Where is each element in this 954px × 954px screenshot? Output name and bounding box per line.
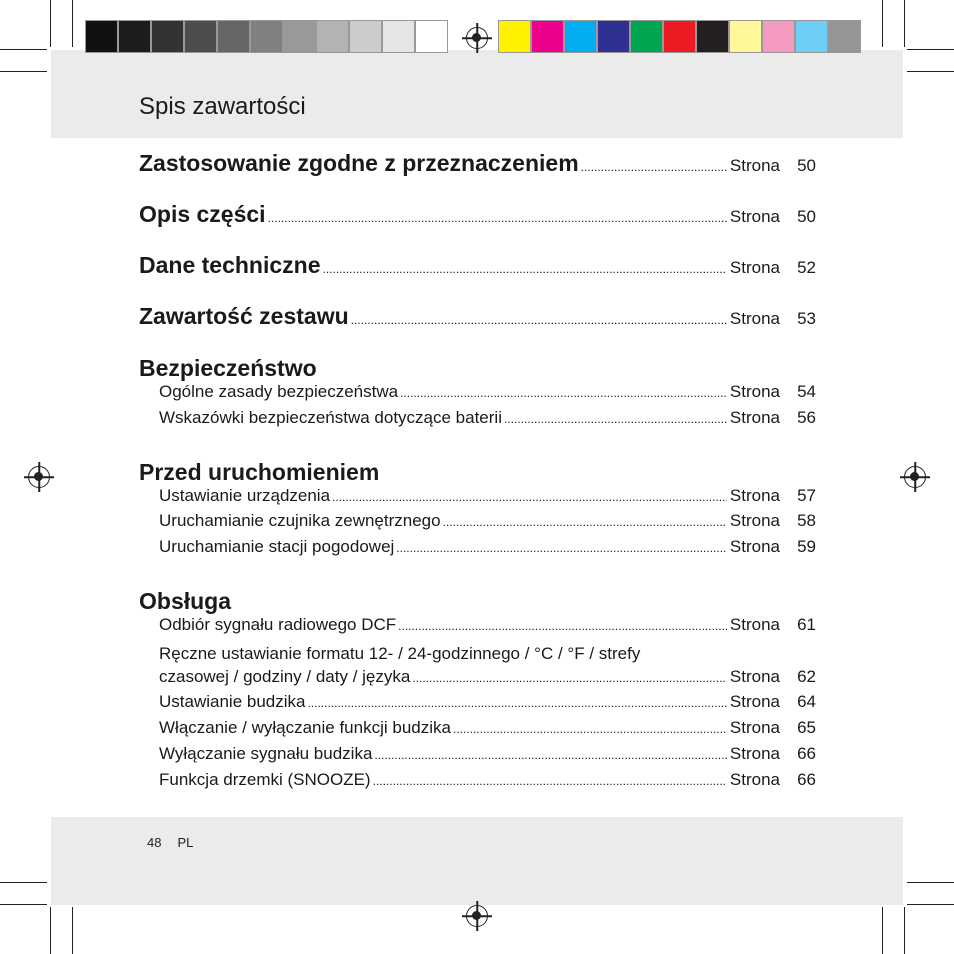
toc-sub-entry[interactable]	[139, 770, 816, 796]
language-code: PL	[177, 835, 194, 850]
page-ref: 54	[797, 382, 816, 401]
dot-leader	[453, 722, 727, 736]
page-ref: 50	[797, 156, 816, 175]
page-prefix: Strona	[729, 156, 780, 175]
page-footer	[147, 835, 209, 850]
toc-sub-entry[interactable]	[139, 718, 816, 744]
dot-leader	[504, 412, 727, 426]
dot-leader	[373, 774, 727, 788]
toc-sub-entry-wrapped-line[interactable]: Ręczne ustawianie formatu 12- / 24-godzinnego / °C / °F / strefy	[159, 643, 641, 663]
toc-entry-label: Ogólne zasady bezpieczeństwa	[159, 382, 399, 401]
toc-main-entry[interactable]	[139, 252, 816, 303]
dot-leader	[443, 515, 727, 529]
page-prefix: Strona	[729, 511, 780, 531]
dot-leader	[307, 696, 726, 710]
page-ref: 62	[797, 666, 816, 686]
page-prefix: Strona	[729, 382, 780, 401]
color-swatch	[415, 20, 448, 53]
toc-entry-label: Dane techniczne	[139, 252, 321, 278]
crop-mark	[50, 907, 51, 954]
color-calibration-bar	[498, 20, 861, 54]
page-prefix: Strona	[729, 407, 780, 427]
toc-entry-label: Opis części	[139, 201, 266, 227]
color-swatch	[283, 20, 316, 53]
registration-mark-icon	[466, 905, 488, 927]
crop-mark	[907, 904, 954, 905]
toc-entry-label: Włączanie / wyłączanie funkcji budzika	[159, 718, 451, 738]
color-swatch	[762, 20, 795, 53]
page-prefix: Strona	[729, 207, 780, 226]
registration-mark-icon	[466, 27, 488, 49]
toc-sub-entry[interactable]	[139, 692, 816, 718]
dot-leader	[412, 671, 727, 685]
page-prefix: Strona	[729, 537, 780, 557]
color-swatch	[498, 20, 531, 53]
section-spacer	[139, 563, 816, 587]
toc-entry-label: czasowej / godziny / daty / języka	[159, 666, 411, 686]
color-swatch	[828, 20, 861, 53]
color-swatch	[729, 20, 762, 53]
crop-mark	[0, 49, 47, 50]
toc-entry-label: Odbiór sygnału radiowego DCF	[159, 614, 397, 634]
toc-sub-entry[interactable]	[139, 615, 816, 641]
section-spacer	[139, 434, 816, 458]
crop-mark	[0, 904, 47, 905]
toc-sub-entry[interactable]	[139, 382, 816, 408]
table-of-contents	[139, 150, 816, 796]
color-swatch	[250, 20, 283, 53]
toc-entry-label: Ustawianie budzika	[159, 692, 306, 712]
page-title: Spis zawartości	[139, 93, 306, 120]
crop-mark	[904, 907, 905, 954]
crop-mark	[0, 71, 47, 72]
crop-mark	[907, 882, 954, 883]
color-swatch	[564, 20, 597, 53]
registration-mark-icon	[904, 466, 926, 488]
page-ref: 53	[797, 309, 816, 328]
crop-mark	[72, 907, 73, 954]
crop-mark	[50, 0, 51, 47]
color-swatch	[597, 20, 630, 53]
color-swatch	[184, 20, 217, 53]
page-ref: 59	[797, 537, 816, 557]
crop-mark	[904, 0, 905, 47]
color-swatch	[663, 20, 696, 53]
toc-entry-label: Ustawianie urządzenia	[159, 485, 331, 505]
toc-main-entry[interactable]	[139, 303, 816, 354]
toc-entry-label: Wskazówki bezpieczeństwa dotyczące baterii	[159, 407, 502, 427]
page-ref: 57	[797, 485, 816, 505]
color-swatch	[217, 20, 250, 53]
page-ref: 58	[797, 511, 816, 531]
page-prefix: Strona	[729, 692, 780, 712]
page-prefix: Strona	[729, 666, 780, 686]
toc-sub-entry[interactable]	[139, 744, 816, 770]
page-ref: 50	[797, 207, 816, 226]
page-ref: 52	[797, 258, 816, 277]
page-ref: 66	[797, 743, 816, 763]
color-swatch	[118, 20, 151, 53]
toc-sub-entry[interactable]	[139, 408, 816, 434]
toc-main-entry[interactable]	[139, 150, 816, 201]
toc-entry-label: Zawartość zestawu	[139, 303, 349, 329]
page-prefix: Strona	[729, 769, 780, 789]
color-swatch	[531, 20, 564, 53]
page-prefix: Strona	[729, 309, 780, 328]
crop-mark	[0, 882, 47, 883]
registration-mark-icon	[28, 466, 50, 488]
footer-band	[51, 817, 903, 905]
crop-mark	[882, 0, 883, 47]
page-number: 48	[147, 835, 162, 850]
dot-leader	[398, 619, 727, 633]
toc-entry-label: Uruchamianie stacji pogodowej	[159, 537, 395, 557]
crop-mark	[72, 0, 73, 47]
dot-leader	[400, 386, 727, 400]
grayscale-calibration-bar	[85, 20, 448, 54]
page-prefix: Strona	[729, 485, 780, 505]
page-ref: 65	[797, 718, 816, 738]
color-swatch	[795, 20, 828, 53]
toc-entry-label: Funkcja drzemki (SNOOZE)	[159, 769, 371, 789]
page-prefix: Strona	[729, 258, 780, 277]
page-ref: 56	[797, 407, 816, 427]
color-swatch	[349, 20, 382, 53]
toc-entry-label: Uruchamianie czujnika zewnętrznego	[159, 511, 441, 531]
dot-leader	[332, 490, 727, 504]
crop-mark	[907, 49, 954, 50]
color-swatch	[696, 20, 729, 53]
page-prefix: Strona	[729, 718, 780, 738]
color-swatch	[151, 20, 184, 53]
page-ref: 66	[797, 769, 816, 789]
crop-mark	[882, 907, 883, 954]
dot-leader	[268, 211, 727, 225]
dot-leader	[323, 262, 727, 276]
dot-leader	[351, 313, 727, 327]
dot-leader	[396, 541, 727, 555]
toc-main-entry[interactable]	[139, 201, 816, 252]
page-prefix: Strona	[729, 614, 780, 634]
toc-section-heading[interactable]: Przed uruchomieniem	[139, 458, 380, 485]
dot-leader	[581, 160, 727, 174]
toc-entry-label: Zastosowanie zgodne z przeznaczeniem	[139, 150, 579, 176]
page-ref: 61	[797, 614, 816, 634]
page-ref: 64	[797, 692, 816, 712]
color-swatch	[316, 20, 349, 53]
toc-sub-entry[interactable]	[139, 667, 816, 693]
toc-sub-entry[interactable]	[139, 486, 816, 512]
crop-mark	[907, 71, 954, 72]
color-swatch	[85, 20, 118, 53]
toc-entry-label: Wyłączanie sygnału budzika	[159, 743, 373, 763]
toc-sub-entry[interactable]	[139, 511, 816, 537]
toc-section-heading[interactable]: Bezpieczeństwo	[139, 355, 317, 381]
color-swatch	[630, 20, 663, 53]
toc-sub-entry[interactable]	[139, 537, 816, 563]
page-prefix: Strona	[729, 743, 780, 763]
dot-leader	[374, 748, 727, 762]
color-swatch	[382, 20, 415, 53]
toc-section-heading[interactable]: Obsługa	[139, 587, 232, 614]
